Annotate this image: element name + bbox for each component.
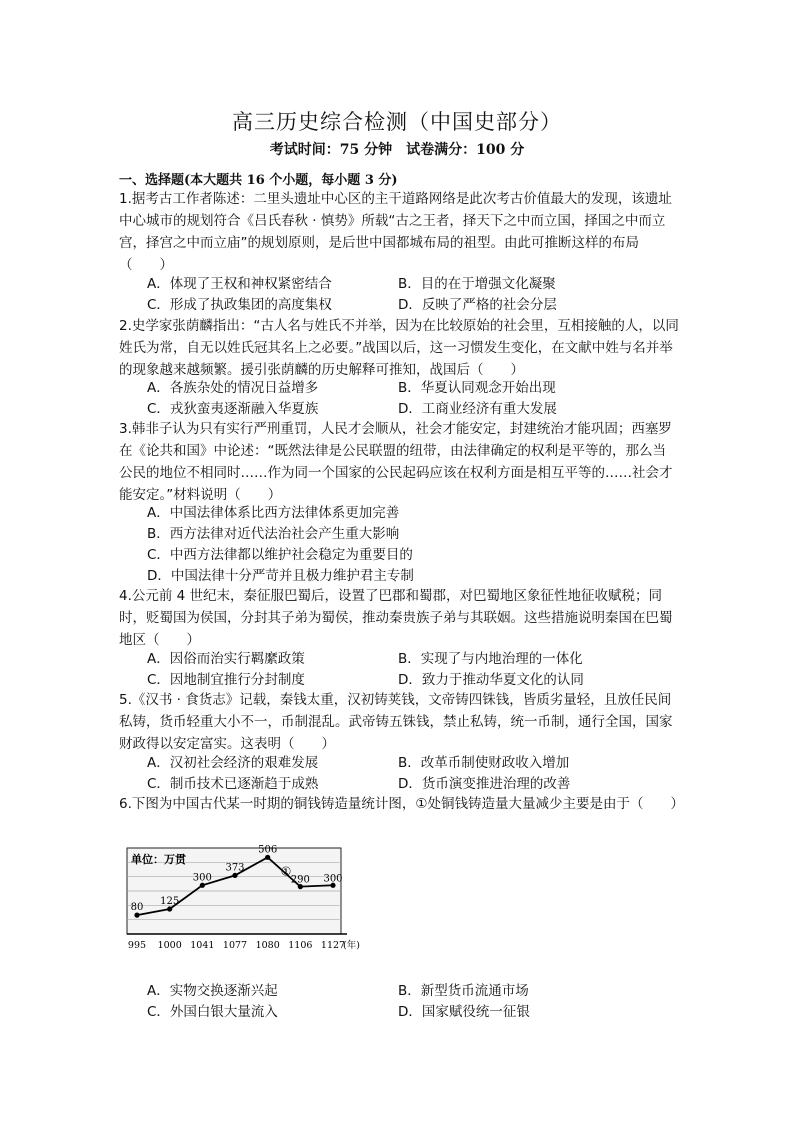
x-axis-suffix: (年)	[343, 940, 360, 951]
data-point	[167, 906, 172, 911]
annotation-marker: ①	[280, 864, 292, 879]
x-tick-label: 995	[127, 940, 147, 951]
question-1-stem: 1.据考古工作者陈述：二里头遗址中心区的主干道路网络是此次考古价值最大的发现，该遗址中心城市的规划符合《吕氏春秋 · 慎势》所载“古之王者，择天下之中而立国，择国之中而立宫，择宫之中而立庙”的规划原则，是后世中国都城布局的祖型。由此可推断这样的布局（ ）	[119, 191, 672, 273]
q4-option-b: B．实现了与内地治理的一体化	[398, 651, 583, 667]
data-label: 290	[290, 874, 310, 886]
question-4-stem: 4.公元前 4 世纪末，秦征服巴蜀后，设置了巴郡和蜀郡，对巴蜀地区象征性地征收赋税；同时，贬蜀国为侯国，分封其子弟为蜀侯，推动秦贵族子弟与其联姻。这些措施说明秦国在巴蜀地区（ ）	[119, 588, 673, 648]
q2-option-a: A．各族杂处的情况日益增多	[147, 380, 319, 396]
q3-option-c: C．中西方法律都以维护社会稳定为重要目的	[147, 547, 413, 563]
exam-subtitle: 考试时间：75 分钟 试卷满分：100 分	[269, 142, 525, 158]
q1-option-b: B．目的在于增强文化凝聚	[398, 276, 556, 292]
data-label: 300	[323, 873, 343, 885]
question-3-stem: 3.韩非子认为只有实行严刑重罚，人民才会顺从，社会才能安定，封建统治才能巩固；西塞罗在《论共和国》中论述：“既然法律是公民联盟的纽带，由法律确定的权利是平等的，那么当公民的地位不相同时……作为同一个国家的公民起码应该在权利方面是相互平等的……社会才能安定。”材料说明（ ）	[119, 421, 673, 503]
data-label: 300	[192, 872, 212, 884]
unit-label: 单位：万贯	[131, 853, 186, 866]
q5-option-c: C．制币技术已逐渐趋于成熟	[147, 776, 319, 792]
q6-option-a: A．实物交换逐渐兴起	[147, 983, 278, 999]
q5-option-b: B．改革币制使财政收入增加	[398, 755, 570, 771]
q4-option-a: A．因俗而治实行羁縻政策	[147, 651, 305, 667]
x-tick-label: 1041	[190, 940, 215, 951]
data-point	[232, 873, 237, 878]
q3-option-a: A．中国法律体系比西方法律体系更加完善	[147, 505, 400, 521]
q6-option-d: D．国家赋役统一征银	[398, 1004, 530, 1020]
data-label: 125	[160, 896, 180, 908]
question-2-stem: 2.史学家张荫麟指出：“古人名与姓氏不并举，因为在比较原始的社会里，互相接触的人，以同姓氏为常，自无以姓氏冠其名上之必要。”战国以后，这一习惯发生变化，在文献中姓与名并举的现象越来越频繁。援引张荫麟的历史解释可推知，战国后（ ）	[119, 318, 679, 378]
q2-option-c: C．戎狄蛮夷逐渐融入华夏族	[147, 401, 319, 417]
exam-title: 高三历史综合检测（中国史部分）	[232, 110, 562, 134]
x-tick-label: 1127	[320, 940, 346, 951]
data-point	[134, 913, 139, 918]
q6-option-b: B．新型货币流通市场	[398, 983, 529, 999]
q2-option-b: B．华夏认同观念开始出现	[398, 380, 556, 396]
data-label: 373	[225, 862, 245, 874]
data-label: 80	[130, 902, 144, 914]
q3-option-d: D．中国法律十分严苛并且极力维护君主专制	[147, 568, 414, 584]
x-tick-label: 1106	[288, 940, 313, 951]
q1-option-d: D．反映了严格的社会分层	[398, 297, 557, 313]
q5-option-a: A．汉初社会经济的艰难发展	[147, 755, 319, 771]
x-tick-label: 1080	[255, 940, 280, 951]
q2-option-d: D．工商业经济有重大发展	[398, 401, 557, 417]
q6-option-c: C．外国白银大量流入	[147, 1004, 278, 1020]
data-label: 506	[258, 844, 278, 856]
x-tick-label: 1077	[222, 940, 248, 951]
data-point	[200, 883, 205, 888]
question-6-stem: 6.下图为中国古代某一时期的铜钱铸造量统计图，①处铜钱铸造量大量减少主要是由于（ ）	[119, 796, 684, 812]
q4-option-c: C．因地制宜推行分封制度	[147, 672, 305, 688]
x-tick-label: 1000	[157, 940, 182, 951]
copper-coin-chart	[123, 842, 373, 958]
q1-option-a: A．体现了王权和神权紧密结合	[147, 276, 332, 292]
question-5-stem: 5.《汉书 · 食货志》记载，秦钱太重，汉初铸荚钱，文帝铸四铢钱，皆质劣量轻，且放任民间私铸，货币轻重大小不一，币制混乱。武帝铸五铢钱，禁止私铸，统一币制，通行全国，国家财政得以安定富实。这表明（ ）	[119, 692, 673, 752]
q3-option-b: B．西方法律对近代法治社会产生重大影响	[147, 526, 400, 542]
q5-option-d: D．货币演变推进治理的改善	[398, 776, 571, 792]
data-point	[265, 855, 270, 860]
section-heading: 一、选择题(本大题共 16 个小题，每小题 3 分)	[119, 173, 398, 188]
q1-option-c: C．形成了执政集团的高度集权	[147, 297, 332, 313]
q4-option-d: D．致力于推动华夏文化的认同	[398, 672, 584, 688]
